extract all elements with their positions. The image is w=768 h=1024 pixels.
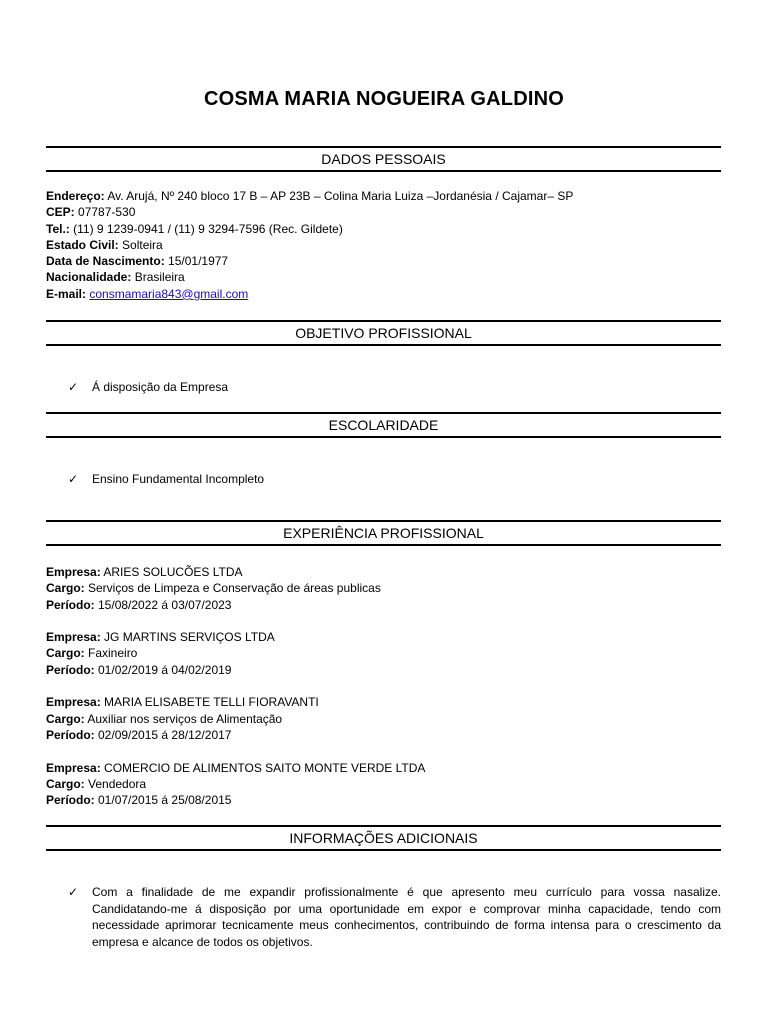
section-header-experiencia: EXPERIÊNCIA PROFISSIONAL [46,520,721,546]
role-value: Vendedora [84,776,147,791]
job-entry [46,694,721,743]
objetivo-item [68,379,228,395]
phone-value: (11) 9 1239-0941 / (11) 9 3294-7596 (Rec. Gildete) [69,221,343,236]
company-value: MARIA ELISABETE TELLI FIORAVANTI [100,695,319,710]
informacoes-text: Com a finalidade de me expandir profissionalmente é que apresento meu currículo para vossa nasalize. Candidatando-me á disposição por uma oportunidade em expor e comprovar minha capacidade, tendo com necessidade aprimorar tecnicamente meus conhecimentos, contribuindo de forma intensa para o crescimento da empresa e alcance de todos os objetivos. [92,885,721,949]
company-label: Empresa: [46,630,101,645]
email-line [46,286,721,302]
company-label: Empresa: [46,565,101,579]
period-value: 01/07/2015 á 25/08/2015 [94,793,232,808]
section-header-dados-pessoais: DADOS PESSOAIS [46,146,721,172]
address-value: Av. Arujá, Nº 240 bloco 17 B – AP 23B – Colina Maria Luiza –Jordanésia / Cajamar– SP [104,189,574,203]
nationality-line [46,269,721,285]
email-label: E-mail: [46,286,87,301]
cep-value: 07787-530 [74,205,136,220]
period-label: Período: [46,793,95,808]
company-label: Empresa: [46,760,101,775]
period-value: 15/08/2022 á 03/07/2023 [94,597,232,612]
nationality-value: Brasileira [131,270,185,285]
company-label: Empresa: [46,695,101,710]
email-link[interactable]: consmamaria843@gmail.com [89,286,249,301]
address-label: Endereço: [46,189,105,203]
role-label: Cargo: [46,646,85,661]
role-value: Auxiliar nos serviços de Alimentação [84,711,283,726]
birthdate-label: Data de Nascimento: [46,254,165,269]
checkmark-icon: ✓ [68,380,79,394]
address-line [46,188,721,204]
company-value: ARIES SOLUCÕES LTDA [100,565,243,579]
role-label: Cargo: [46,776,85,791]
cep-line [46,204,721,220]
birthdate-line [46,253,721,269]
escolaridade-item [68,471,264,487]
role-label: Cargo: [46,711,85,726]
marital-line [46,237,721,253]
company-value: COMERCIO DE ALIMENTOS SAITO MONTE VERDE LTDA [100,760,426,775]
role-label: Cargo: [46,581,85,596]
escolaridade-text: Ensino Fundamental Incompleto [92,472,265,486]
section-header-escolaridade: ESCOLARIDADE [46,412,721,438]
checkmark-icon: ✓ [68,885,79,899]
role-value: Faxineiro [84,646,138,661]
checkmark-icon: ✓ [68,472,79,486]
period-label: Período: [46,727,95,742]
job-entry [46,564,721,613]
marital-label: Estado Civil: [46,237,119,252]
informacoes-item [68,884,721,950]
birthdate-value: 15/01/1977 [164,254,229,269]
role-value: Serviços de Limpeza e Conservação de áreas publicas [84,581,381,596]
marital-value: Solteira [118,237,163,252]
period-value: 01/02/2019 á 04/02/2019 [94,662,232,677]
period-label: Período: [46,597,95,612]
job-entry [46,629,721,678]
candidate-name: COSMA MARIA NOGUEIRA GALDINO [203,88,565,110]
period-label: Período: [46,662,95,677]
personal-data [46,188,721,302]
objetivo-text: Á disposição da Empresa [92,380,229,394]
job-entry [46,760,721,809]
cep-label: CEP: [46,205,75,220]
phone-label: Tel.: [46,221,70,236]
experience-list [46,564,721,825]
section-header-informacoes: INFORMAÇÕES ADICIONAIS [46,825,721,851]
section-header-objetivo: OBJETIVO PROFISSIONAL [46,320,721,346]
company-value: JG MARTINS SERVIÇOS LTDA [100,630,275,645]
nationality-label: Nacionalidade: [46,270,132,285]
period-value: 02/09/2015 á 28/12/2017 [94,727,232,742]
phone-line [46,221,721,237]
